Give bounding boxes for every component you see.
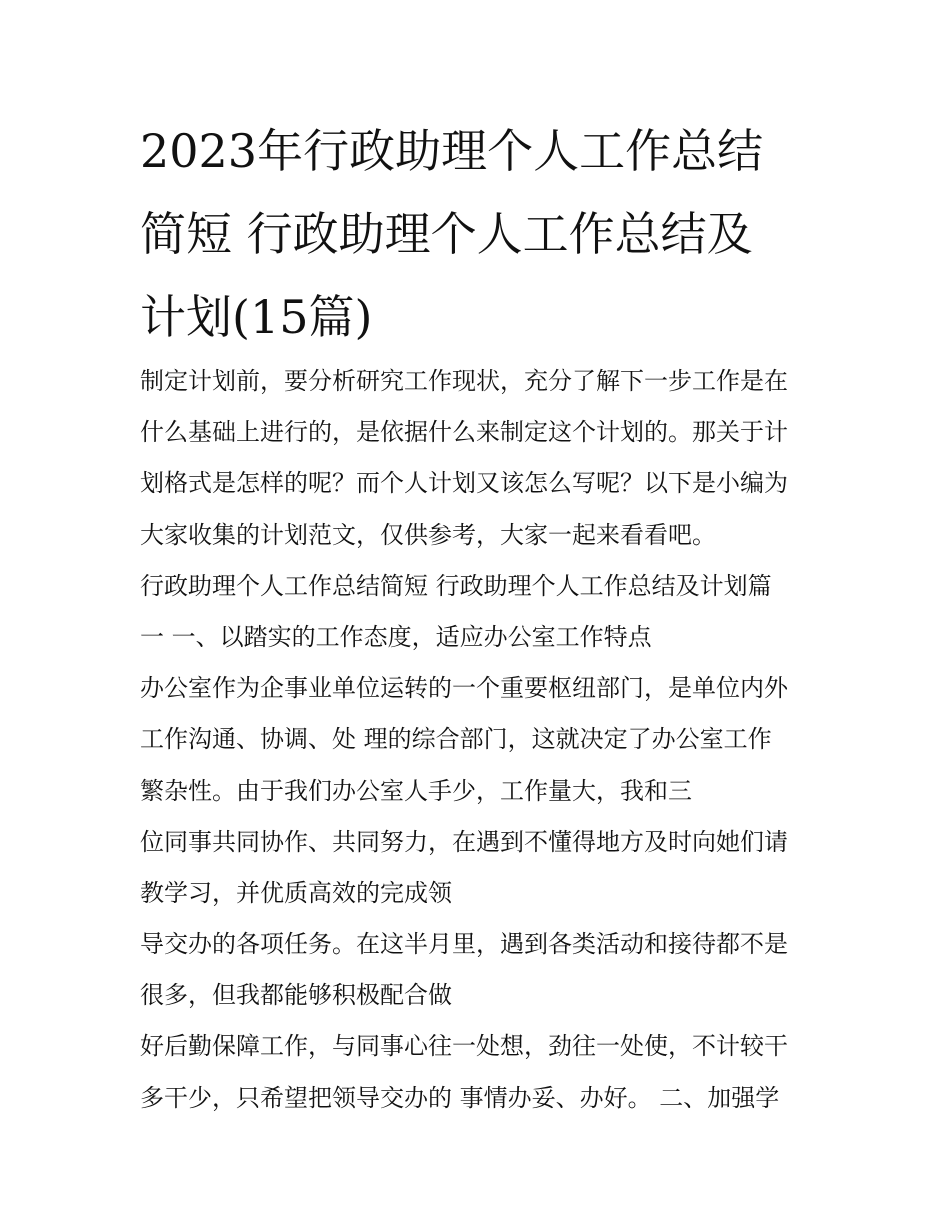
body-line: 导交办的各项任务。在这半月里，遇到各类活动和接待都不是 [140, 930, 788, 959]
body-line: 工作沟通、协调、处 理的综合部门，这就决定了办公室工作 [140, 725, 772, 754]
title-line: 2023年行政助理个人工作总结 [140, 124, 764, 178]
title-line: 简短 行政助理个人工作总结及 [140, 207, 753, 261]
body-line: 很多，但我都能够积极配合做 [140, 981, 452, 1010]
body-line: 好后勤保障工作，与同事心往一处想，劲往一处使，不计较干 [140, 1032, 788, 1061]
body-line: 多干少，只希望把领导交办的 事情办妥、办好。 二、加强学 [140, 1083, 780, 1112]
document-body [140, 356, 830, 1124]
title-line: 计划(15篇) [140, 290, 373, 344]
body-line: 大家收集的计划范文，仅供参考，大家一起来看看吧。 [140, 520, 716, 549]
body-line: 制定计划前，要分析研究工作现状，充分了解下一步工作是在 [140, 367, 788, 395]
body-line: 位同事共同协作、共同努力，在遇到不懂得地方及时向她们请 [140, 827, 788, 856]
body-line: 行政助理个人工作总结简短 行政助理个人工作总结及计划篇 [140, 571, 772, 600]
body-line: 一 一、以踏实的工作态度，适应办公室工作特点 [140, 622, 652, 651]
body-line: 划格式是怎样的呢？而个人计划又该怎么写呢？以下是小编为 [140, 469, 788, 498]
body-line: 办公室作为企事业单位运转的一个重要枢纽部门，是单位内外 [140, 674, 788, 703]
body-line: 繁杂性。由于我们办公室人手少，工作量大，我和三 [140, 776, 692, 805]
body-line: 教学习，并优质高效的完成领 [140, 878, 452, 907]
body-line: 什么基础上进行的，是依据什么来制定这个计划的。那关于计 [140, 418, 788, 447]
document-title [140, 110, 820, 359]
